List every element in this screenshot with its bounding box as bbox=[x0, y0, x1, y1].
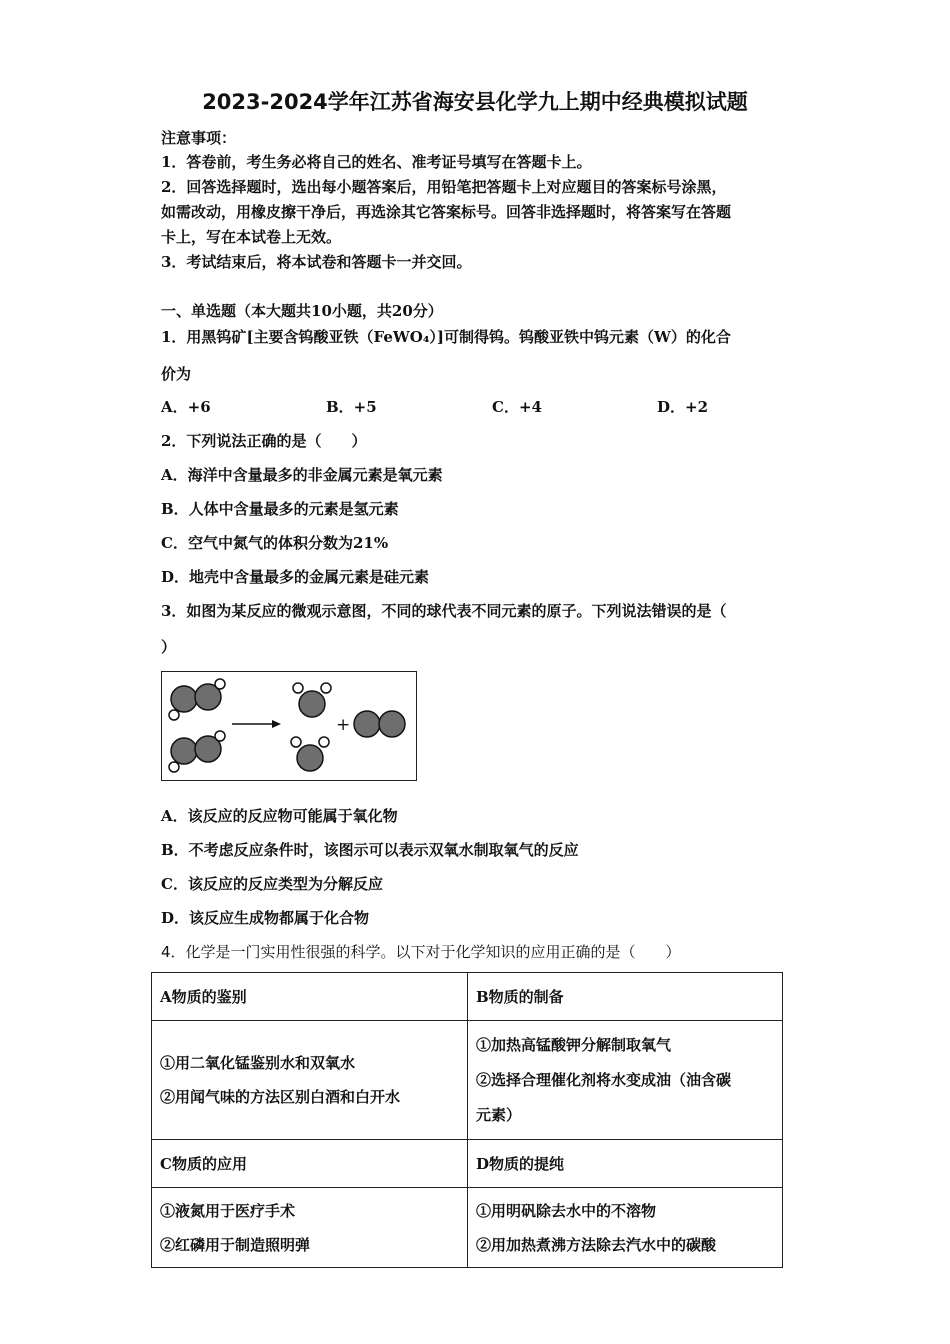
q2-stem: 2．下列说法正确的是（ ） bbox=[161, 432, 367, 450]
product-molecule bbox=[291, 737, 329, 771]
q2-option-d: D．地壳中含量最多的金属元素是硅元素 bbox=[161, 568, 430, 586]
q3-stem-cont: ） bbox=[161, 638, 177, 656]
product-molecule bbox=[354, 711, 405, 737]
notice-item: 如需改动，用橡皮擦干净后，再选涂其它答案标号。回答非选择题时，将答案写在答题 bbox=[161, 203, 732, 221]
q1-stem-cont: 价为 bbox=[161, 365, 192, 383]
table-cell-a: ①用二氧化锰鉴别水和双氧水 ②用闻气味的方法区别白酒和白开水 bbox=[152, 1021, 468, 1140]
q1-option-d: D．+2 bbox=[657, 398, 709, 416]
product-molecule bbox=[293, 683, 331, 717]
q3-option-b: B．不考虑反应条件时，该图示可以表示双氧水制取氧气的反应 bbox=[161, 841, 579, 859]
reactant-molecule bbox=[169, 679, 225, 720]
q1-option-a: A．+6 bbox=[161, 398, 211, 416]
table-cell-c: ①液氮用于医疗手术 ②红磷用于制造照明弹 bbox=[152, 1188, 468, 1268]
notice-heading: 注意事项： bbox=[161, 129, 237, 147]
q3-option-d: D．该反应生成物都属于化合物 bbox=[161, 909, 370, 927]
q1-stem: 1．用黑钨矿[主要含钨酸亚铁（FeWO₄）]可制得钨。钨酸亚铁中钨元素（W）的化合 bbox=[161, 328, 731, 346]
notice-item: 3．考试结束后，将本试卷和答题卡一并交回。 bbox=[161, 253, 472, 271]
q2-option-a: A．海洋中含量最多的非金属元素是氧元素 bbox=[161, 466, 443, 484]
q3-stem: 3．如图为某反应的微观示意图，不同的球代表不同元素的原子。下列说法错误的是（ bbox=[161, 602, 727, 620]
q3-option-c: C．该反应的反应类型为分解反应 bbox=[161, 875, 383, 893]
table-cell-b: ①加热高锰酸钾分解制取氧气 ②选择合理催化剂将水变成油（油含碳 元素） bbox=[468, 1021, 783, 1140]
q3-option-a: A．该反应的反应物可能属于氧化物 bbox=[161, 807, 398, 825]
q1-option-c: C．+4 bbox=[492, 398, 542, 416]
q4-stem: 4．化学是一门实用性很强的科学。以下对于化学知识的应用正确的是（ ） bbox=[161, 943, 681, 961]
q2-option-b: B．人体中含量最多的元素是氢元素 bbox=[161, 500, 399, 518]
reaction-arrow bbox=[232, 720, 281, 728]
reactant-molecule bbox=[169, 731, 225, 772]
page-title: 2023-2024学年江苏省海安县化学九上期中经典模拟试题 bbox=[202, 90, 748, 114]
table-header-b: B物质的制备 bbox=[468, 973, 783, 1021]
q4-table bbox=[151, 972, 783, 1268]
notice-item: 1．答卷前，考生务必将自己的姓名、准考证号填写在答题卡上。 bbox=[161, 153, 592, 171]
section-heading: 一、单选题（本大题共10小题，共20分） bbox=[161, 302, 443, 320]
table-header-c: C物质的应用 bbox=[152, 1140, 468, 1188]
table-header-a: A物质的鉴别 bbox=[152, 973, 468, 1021]
table-cell-d: ①用明矾除去水中的不溶物 ②用加热煮沸方法除去汽水中的碳酸 bbox=[468, 1188, 783, 1268]
notice-item: 卡上，写在本试卷上无效。 bbox=[161, 228, 342, 246]
q2-option-c: C．空气中氮气的体积分数为21% bbox=[161, 534, 389, 552]
plus-sign: + bbox=[336, 715, 351, 735]
reaction-diagram bbox=[161, 671, 417, 781]
q1-option-b: B．+5 bbox=[326, 398, 377, 416]
table-header-d: D物质的提纯 bbox=[468, 1140, 783, 1188]
notice-item: 2．回答选择题时，选出每小题答案后，用铅笔把答题卡上对应题目的答案标号涂黑， bbox=[161, 178, 727, 196]
